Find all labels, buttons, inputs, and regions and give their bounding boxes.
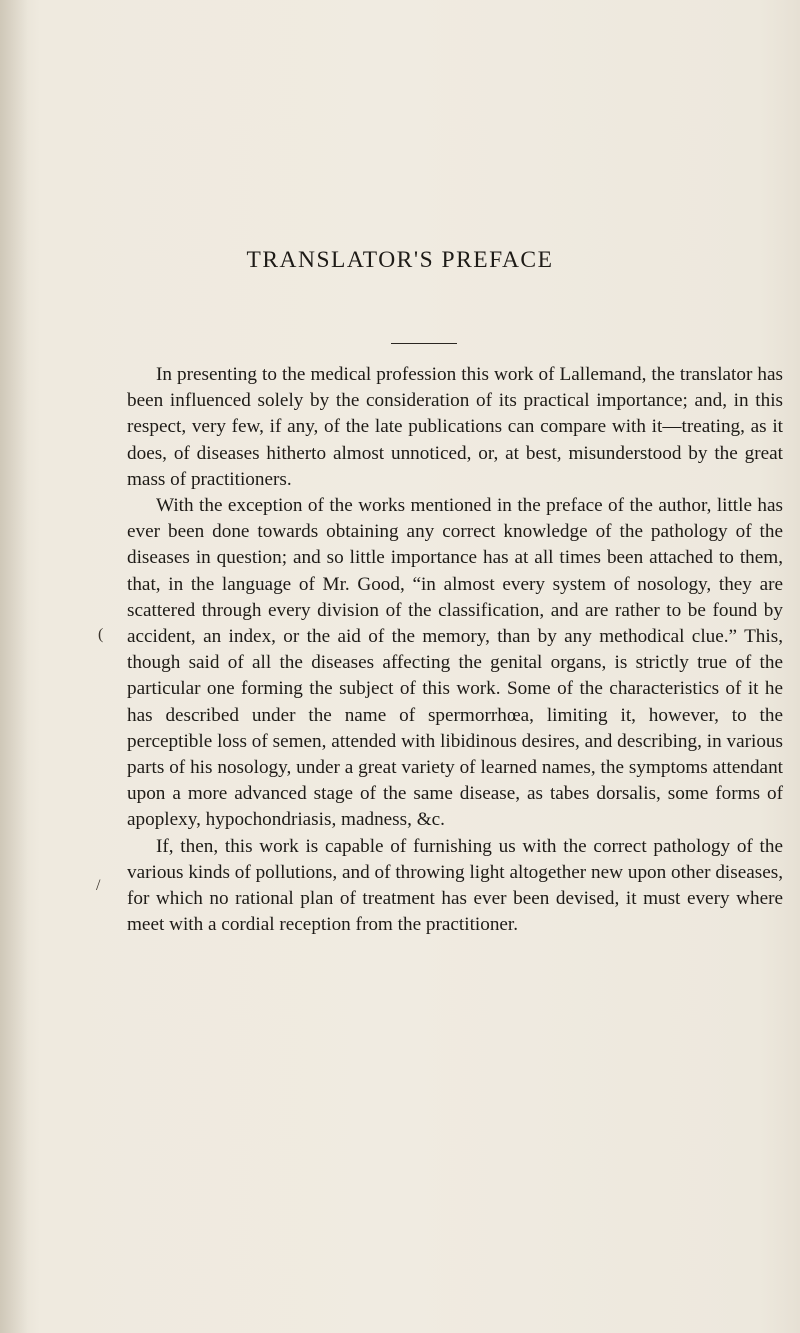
- paragraph-1: In presenting to the medical profession this work of Lallemand, the translator has been influenced solely by the consideration of its practical importance; and, in this respect, very few, if any, of the late publications can compare with it—treating, as it does, of diseases hitherto almost unnoticed, or, at best, misunderstood by the great mass of practitioners.: [127, 364, 783, 490]
- paragraph-2: With the exception of the works mentioned in the preface of the author, little has ever been done towards obtaining any correct knowledge of the pathology of the diseases in question; and so little importance has at all times been attached to them, that, in the language of Mr. Good, “in almost every system of nosology, they are scattered through every division of the classification, and are rather to be found by accident, an index, or the aid of the memory, than by any methodical clue.” This, though said of all the diseases affecting the genital organs, is strictly true of the particular one forming the subject of this work. Some of the characteristics of it he has described under the name of spermorrhœa, limiting it, however, to the perceptible loss of semen, attended with libidinous desires, and describing, in various parts of his nosology, under a great variety of learned names, the symptoms attendant upon a more advanced stage of the same disease, as tabes dorsalis, some forms of apoplexy, hypochondriasis, madness, &c.: [127, 495, 783, 831]
- page-title: TRANSLATOR'S PREFACE: [246, 247, 554, 273]
- margin-mark: /: [96, 877, 101, 894]
- margin-mark: (: [98, 626, 104, 643]
- gutter-shadow: [0, 0, 28, 1333]
- preface-body: [127, 362, 783, 938]
- paragraph-3: If, then, this work is capable of furnishing us with the correct pathology of the various kinds of pollutions, and of throwing light altogether new upon other diseases, for which no rational plan of treatment has ever been devised, it must every where meet with a cordial reception from the practitioner.: [127, 835, 783, 936]
- title-rule: [391, 343, 457, 344]
